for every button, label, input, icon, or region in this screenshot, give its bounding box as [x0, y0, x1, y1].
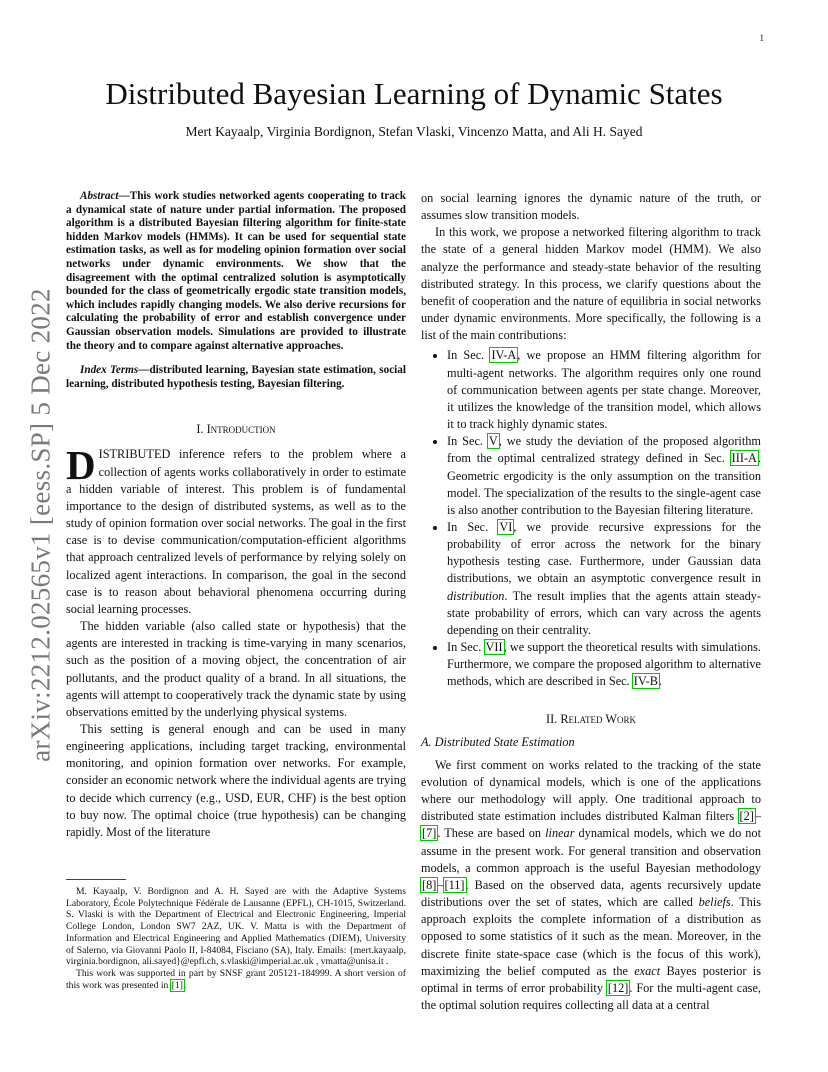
intro-paragraph-1-text: ISTRIBUTED inference refers to the problem where a collection of agents works collaboratively in order to estimate a hidden variable of interest. This problem is of fundamental importance to the design of distributed systems, as well as to the study of opinion formation over social networks. The goal in the first case is to devise communication/computation-efficient algorithms that approach centralized levels of performance by relying solely on localized agent interactions. In comparison, the goal in the second case is to reason about behavioral phenomena occurring during social learning processes. [66, 447, 406, 616]
intro-paragraph-2: The hidden variable (also called state or hypothesis) that the agents are interested in tracking is time-varying in many scenarios, such as the position of a moving object, the concentration of air pollutants, and the product quality of a brand. In all situations, the agents will attempt to cooperatively track the dynamic state by using observations emitted by the underlying physical systems. [66, 619, 406, 719]
left-column [66, 190, 406, 841]
section-heading-introduction: I. Introduction [196, 422, 276, 437]
right-paragraph-1: on social learning ignores the dynamic nature of the truth, or assumes slow transition models. [421, 191, 761, 223]
right-column [421, 190, 761, 1014]
intro-paragraph-1 [66, 442, 406, 618]
list-item: • In Sec. VI, we provide recursive expressions for the probability of error across the network for the binary hypothesis testing case. Furthermore, under Gaussian data distributions, we obtain an asymptotic convergence result in distribution. The result implies that the agents attain steady-state probability of errors, which can vary across the agents depending on their centrality. [447, 519, 761, 639]
footnote [66, 886, 406, 991]
section-heading-related-work: II. Related Work [546, 711, 636, 726]
footnote-funding: This work was supported in part by SNSF grant 205121-184999. A short version of this work was presented in [1]. [66, 967, 406, 991]
section-link[interactable]: VII [485, 640, 503, 655]
arxiv-stamp [18, 286, 64, 764]
citation-link[interactable]: [7] [422, 826, 437, 841]
index-terms-text: —distributed learning, Bayesian state estimation, social learning, distributed hypothesis testing, Bayesian filtering. [66, 364, 406, 390]
abstract [66, 190, 406, 353]
right-paragraph-2: In this work, we propose a networked filtering algorithm to track the state of a general hidden Markov model (HMM). We also analyze the performance and steady-state behavior of the resulting distributed strategy. In this process, we clarify questions about the benefit of cooperation and the nature of equilibria in social networks under dynamic environments. More specifically, the following is a list of the main contributions: [421, 225, 761, 343]
index-terms-label: Index Terms [80, 364, 139, 377]
section-link[interactable]: VI [499, 519, 513, 534]
related-work-paragraph: We first comment on works related to the tracking of the state evolution of dynamical models, which is one of the applications where our methodology will apply. One traditional approach to distributed state estimation includes distributed Kalman filters [2]–[7]. These are based on linear dynamical models, which we do not assume in the present work. For general transition and observation models, a common approach is the useful Bayesian methodology [8]–[11]. Based on the observed data, agents recursively update distributions over the set of states, which are called beliefs. This approach exploits the complete information of a distribution as opposed to some statistics of it such as the mean. Moreover, in the discrete finite state-space case (which is the focus of this work), maximizing the belief computed as the exact Bayes posterior is optimal in terms of error probability [12]. For the multi-agent case, the optimal solution requires collecting all data at a central [421, 757, 761, 1013]
intro-paragraph-3: This setting is general enough and can be used in many engineering applications, including target tracking, environmental monitoring, and opinion formation over networks. For example, consider an economic network where the individual agents are trying to decide which currency (e.g., USD, EUR, CHF) is the best option to buy now. The optimal choice (true hypothesis) can be changing rapidly. Most of the literature [66, 721, 406, 839]
citation-link[interactable]: [8] [422, 877, 437, 892]
citation-link[interactable]: [12] [607, 980, 629, 995]
author-list: Mert Kayaalp, Virginia Bordignon, Stefan Vlaski, Vincenzo Matta, and Ali H. Sayed [185, 124, 643, 139]
subsection-heading: A. Distributed State Estimation [421, 734, 575, 749]
page-number: 1 [759, 33, 764, 43]
index-terms [66, 364, 406, 391]
abstract-label: Abstract [80, 190, 119, 202]
citation-link[interactable]: [1] [171, 979, 183, 991]
abstract-text: —This work studies networked agents cooperating to track a dynamical state of nature under partial information. The proposed algorithm is a distributed Bayesian filtering algorithm for finite-state hidden Markov models (HMMs). It can be used for sequential state estimation tasks, as well as for modeling opinion formation over social networks under dynamic environments. We show that the disagreement with the optimal centralized solution is asymptotically bounded for the class of geometrically ergodic state transition models, which includes rapidly changing models. We also derive recursions for calculating the probability of error and establish convergence under Gaussian observation models. Simulations are provided to illustrate the theory and to compare against alternative approaches. [66, 190, 406, 352]
section-link[interactable]: III-A [731, 451, 757, 466]
paper-title: Distributed Bayesian Learning of Dynamic States [105, 76, 723, 111]
citation-link[interactable]: [2] [739, 809, 754, 824]
arxiv-stamp-text: arXiv:2212.02565v1 [eess.SP] 5 Dec 2022 [25, 288, 56, 762]
footnote-rule [66, 879, 126, 880]
citation-link[interactable]: [11] [444, 877, 465, 892]
section-link[interactable]: IV-A [491, 348, 517, 363]
section-link[interactable]: IV-B [633, 674, 658, 689]
list-item: • In Sec. VII, we support the theoretical results with simulations. Furthermore, we compare the proposed algorithm to alternative methods, which are described in Sec. IV-B. [447, 639, 761, 690]
list-item: • In Sec. IV-A, we propose an HMM filtering algorithm for multi-agent networks. The algorithm requires only one round of communication between agents per state change. Moreover, it utilizes the knowledge of the transition model, which allows it to track highly dynamic states. [447, 347, 761, 433]
section-link[interactable]: V [488, 434, 498, 449]
list-item: • In Sec. V, we study the deviation of the proposed algorithm from the optimal centralized strategy defined in Sec. III-A. Geometric ergodicity is the only assumption on the transition model. The specialization of the results to the single-agent case is also another contribution to the Bayesian filtering literature. [447, 433, 761, 519]
drop-cap: D [66, 442, 96, 489]
contribution-list [421, 347, 761, 690]
footnote-affiliations: M. Kayaalp, V. Bordignon and A. H. Sayed are with the Adaptive Systems Laboratory, École Polytechnique Fédérale de Lausanne (EPFL), CH-1015, Switzerland. S. Vlaski is with the Department of Electrical and Electronic Engineering, Imperial College London, London SW7 2AZ, UK. V. Matta is with the Department of Information and Electrical Engineering and Applied Mathematics (DIEM), University of Salerno, via Giovanni Paolo II, I-84084, Fisciano (SA), Italy. Emails: {mert.kayaalp, virginia.bordignon, ali.sayed}@epfl.ch, s.vlaski@imperial.ac.uk , vmatta@unisa.it . [66, 886, 406, 968]
